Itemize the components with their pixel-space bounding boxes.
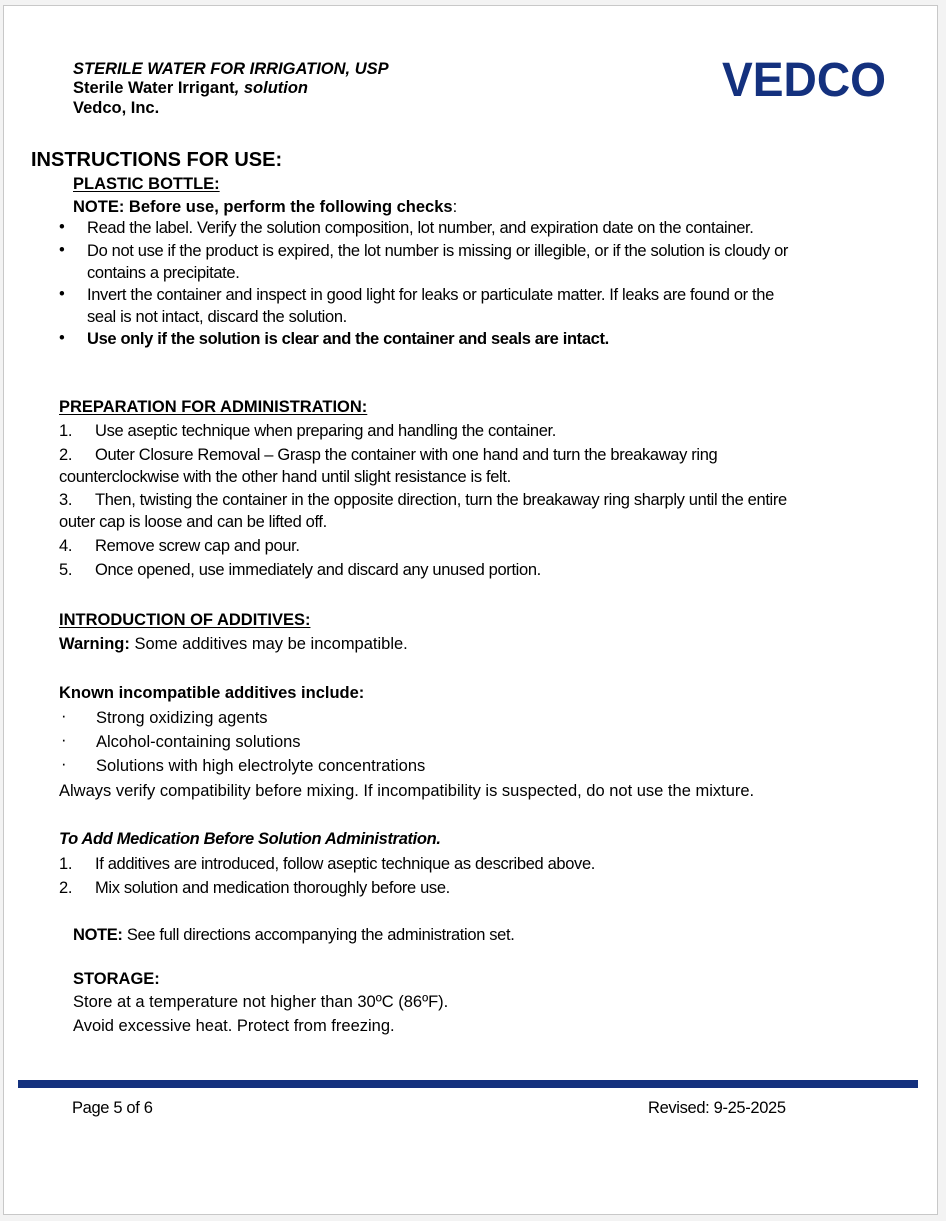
step-number: 3. [59,491,73,509]
bullet-icon: • [59,285,65,303]
storage-temperature-text: Store at a temperature not higher than 30ºC (86ºF). [73,993,449,1011]
note-text: See full directions accompanying the administration set. [122,926,515,944]
footer-divider [18,1080,918,1088]
administration-set-note [73,926,514,945]
incompatible-text: Strong oxidizing agents [96,709,268,727]
check-text-continued: seal is not intact, discard the solution. [87,308,347,326]
vedco-logo-mark [722,58,888,102]
check-text-continued: contains a precipitate. [87,264,240,282]
vedco-logo-text: VEDCO [722,58,886,102]
step-text: If additives are introduced, follow aseptic technique as described above. [95,855,596,873]
bullet-icon: • [59,241,65,259]
step-text: Outer Closure Removal – Grasp the container with one hand and turn the breakaway ring [95,446,718,464]
note-label: NOTE: [73,926,123,944]
additives-heading: INTRODUCTION OF ADDITIVES: [59,611,311,629]
incompatible-text: Alcohol-containing solutions [96,733,301,751]
storage-heading: STORAGE: [73,970,160,988]
warning-label: Warning: [59,635,130,653]
step-number: 5. [59,561,73,579]
step-text: Mix solution and medication thoroughly before use. [95,879,450,897]
step-text: Use aseptic technique when preparing and handling the container. [95,422,557,440]
revised-date: Revised: 9-25-2025 [648,1099,786,1117]
product-title: STERILE WATER FOR IRRIGATION, USP [73,60,389,78]
step-text: Then, twisting the container in the opposite direction, turn the breakaway ring sharply until the entire [95,491,787,509]
incompatible-text: Solutions with high electrolyte concentrations [96,757,426,775]
step-number: 1. [59,422,73,440]
step-text-continued: counterclockwise with the other hand until slight resistance is felt. [59,468,511,486]
check-text: Read the label. Verify the solution composition, lot number, and expiration date on the container. [87,219,754,237]
dot-bullet-icon: · [61,707,67,725]
checks-note-label: NOTE: Before use, perform the following checks [73,198,453,216]
step-number: 2. [59,446,73,464]
verify-compatibility-text: Always verify compatibility before mixing. If incompatibility is suspected, do not use the mixture. [59,782,755,800]
page-number: Page 5 of 6 [72,1099,153,1117]
step-number: 1. [59,855,73,873]
checks-note-colon: : [452,198,458,216]
dot-bullet-icon: · [61,755,67,773]
vedco-logo [722,58,888,107]
plastic-bottle-heading: PLASTIC BOTTLE: [73,175,220,193]
preparation-heading: PREPARATION FOR ADMINISTRATION: [59,398,368,416]
bullet-icon: • [59,329,65,347]
subtitle-suffix: , solution [234,79,309,97]
step-text: Remove screw cap and pour. [95,537,300,555]
step-number: 4. [59,537,73,555]
additives-warning [59,634,408,654]
product-subtitle [73,79,308,99]
checks-note [73,197,457,217]
check-text: Do not use if the product is expired, the lot number is missing or illegible, or if the solution is cloudy or [87,242,789,260]
known-incompatible-heading: Known incompatible additives include: [59,684,365,702]
instructions-title: INSTRUCTIONS FOR USE: [31,149,283,171]
step-number: 2. [59,879,73,897]
bullet-icon: • [59,218,65,236]
step-text: Once opened, use immediately and discard any unused portion. [95,561,541,579]
step-text-continued: outer cap is loose and can be lifted off. [59,513,327,531]
dot-bullet-icon: · [61,731,67,749]
check-text: Invert the container and inspect in good light for leaks or particulate matter. If leaks are found or the [87,286,774,304]
storage-protection-text: Avoid excessive heat. Protect from freezing. [73,1017,395,1035]
warning-text: Some additives may be incompatible. [129,635,408,653]
check-text-bold: Use only if the solution is clear and the container and seals are intact. [87,330,609,348]
subtitle-main: Sterile Water Irrigant [73,79,235,97]
medication-heading: To Add Medication Before Solution Administration. [59,830,441,848]
company-name: Vedco, Inc. [73,99,160,117]
